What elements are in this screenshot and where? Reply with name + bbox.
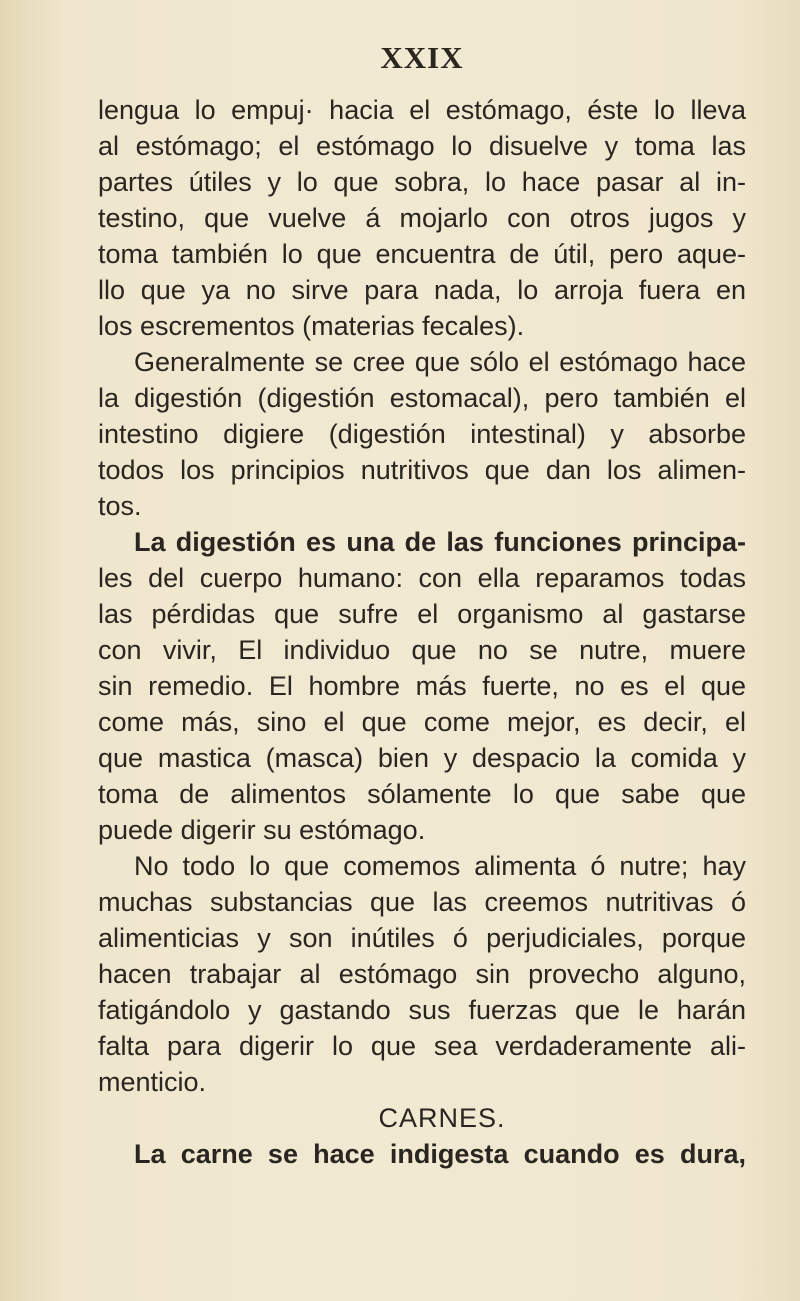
paragraph-start-line: Generalmente se cree que sólo el estómago hace [134, 347, 746, 377]
text-line: fatigándolo y gastando sus fuerzas que le harán [98, 995, 746, 1025]
page-number: XXIX [380, 40, 464, 75]
text-line: con vivir, El individuo que no se nutre, muere [98, 635, 746, 665]
text-line: que mastica (masca) bien y despacio la comida y [98, 743, 746, 773]
text-line: les del cuerpo humano: con ella reparamos todas [98, 563, 746, 593]
text-line: intestino digiere (digestión intestinal) y absorbe [98, 419, 746, 449]
text-line: al estómago; el estómago lo disuelve y toma las [98, 131, 746, 161]
text-line: come más, sino el que come mejor, es decir, el [98, 707, 746, 737]
text-line: hacen trabajar al estómago sin provecho alguno, [98, 959, 746, 989]
text-line: toma de alimentos sólamente lo que sabe que [98, 779, 746, 809]
text-line: muchas substancias que las creemos nutritivas ó [98, 887, 746, 917]
text-line: todos los principios nutritivos que dan los alimen- [98, 455, 746, 485]
paragraph-start-line: La digestión es una de las funciones principa- [134, 527, 746, 557]
text-line: la digestión (digestión estomacal), pero también el [98, 383, 746, 413]
text-line: tos. [98, 491, 142, 521]
text-line: llo que ya no sirve para nada, lo arroja fuera en [98, 275, 746, 305]
text-line: partes útiles y lo que sobra, lo hace pasar al in- [98, 167, 746, 197]
text-line: puede digerir su estómago. [98, 815, 426, 845]
text-line: toma también lo que encuentra de útil, pero aque- [98, 239, 746, 269]
page-body [98, 92, 746, 1172]
section-heading: CARNES. [378, 1103, 506, 1133]
text-line: falta para digerir lo que sea verdaderamente ali- [98, 1031, 746, 1061]
text-line: los escrementos (materias fecales). [98, 311, 525, 341]
paragraph-start-line: No todo lo que comemos alimenta ó nutre; hay [134, 851, 746, 881]
text-line: lengua lo empuj· hacia el estómago, éste lo lleva [98, 95, 746, 125]
text-line: testino, que vuelve á mojarlo con otros jugos y [98, 203, 746, 233]
text-line: menticio. [98, 1067, 207, 1097]
text-line: las pérdidas que sufre el organismo al gastarse [98, 599, 746, 629]
text-line: sin remedio. El hombre más fuerte, no es el que [98, 671, 746, 701]
text-line: alimenticias y son inútiles ó perjudiciales, porque [98, 923, 746, 953]
paragraph-start-line: La carne se hace indigesta cuando es dura, [134, 1139, 746, 1169]
